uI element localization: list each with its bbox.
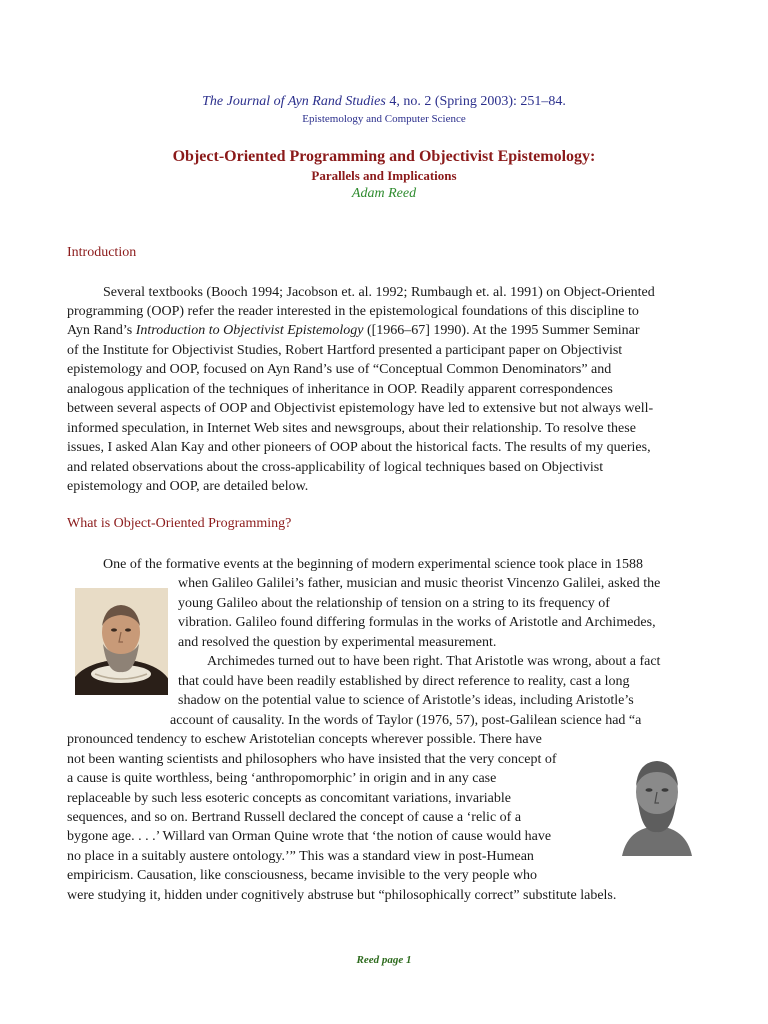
article-author: Adam Reed (351, 186, 417, 201)
paragraph-line: bygone age. . . .’ Willard van Orman Quine wrote that ‘the notion of cause would have (67, 829, 552, 844)
page-footer: Reed page 1 (356, 954, 412, 966)
paragraph-line: that could have been readily established by direct reference to reality, cast a long (178, 674, 630, 689)
text-run: Ayn Rand’s (67, 323, 136, 338)
paragraph-line: no place in a suitably austere ontology.’” This was a standard view in post-Humean (67, 849, 534, 864)
paragraph-line: Archimedes turned out to have been right. That Aristotle was wrong, about a fact (207, 654, 661, 669)
section-heading-oop: What is Object-Oriented Programming? (67, 516, 292, 531)
book-title: Introduction to Objectivist Epistemology (135, 323, 364, 338)
paragraph-line: of the Institute for Objectivist Studies, Robert Hartford presented a participant paper on Objectivist (67, 343, 623, 358)
article-title: Object-Oriented Programming and Objectivist Epistemology: (172, 148, 596, 165)
paragraph-line (67, 321, 640, 341)
paragraph-line: One of the formative events at the beginning of modern experimental science took place in 1588 (103, 557, 643, 572)
journal-reference: 4, no. 2 (Spring 2003): 251–84. (385, 94, 566, 109)
journal-title: The Journal of Ayn Rand Studies (202, 94, 386, 109)
paragraph-line: programming (OOP) refer the reader interested in the epistemological foundations of this discipline to (67, 304, 639, 319)
paragraph-line: a cause is quite worthless, being ‘anthropomorphic’ in origin and in any case (67, 771, 497, 786)
paragraph-line: epistemology and OOP, focused on Ayn Rand’s use of “Conceptual Common Denominators” and (67, 362, 612, 377)
article-subtitle: Parallels and Implications (311, 168, 457, 183)
paragraph-line: when Galileo Galilei’s father, musician and music theorist Vincenzo Galilei, asked the (178, 576, 661, 591)
journal-citation (0, 94, 768, 110)
paragraph-line: were studying it, hidden under cognitively abstruse but “philosophically correct” substitute labels. (67, 888, 617, 903)
paragraph-line: and resolved the question by experimental measurement. (178, 635, 497, 650)
paragraph-line: Several textbooks (Booch 1994; Jacobson et. al. 1992; Rumbaugh et. al. 1991) on Object-Oriented (103, 285, 655, 300)
paragraph-line: informed speculation, in Internet Web sites and newsgroups, about their relationship. To resolve these (67, 421, 636, 436)
paragraph-line: epistemology and OOP, are detailed below. (67, 479, 309, 494)
paragraph-line: replaceable by such less esoteric concepts as concomitant variations, invariable (67, 791, 511, 806)
galileo-portrait (75, 588, 168, 695)
paragraph-line: between several aspects of OOP and Objectivist epistemology have led to extensive but not always well- (67, 401, 654, 416)
paragraph-line: and related observations about the cross-applicability of logical techniques based on Objectivist (67, 460, 604, 475)
paragraph-line: account of causality. In the words of Taylor (1976, 57), post-Galilean science had “a (170, 713, 642, 728)
paragraph-line: young Galileo about the relationship of tension on a string to its frequency of (178, 596, 610, 611)
paragraph-line: issues, I asked Alan Kay and other pioneers of OOP about the historical facts. The results of my queries, (67, 440, 651, 455)
paragraph-line: analogous application of the techniques of inheritance in OOP. Readily apparent correspondences (67, 382, 613, 397)
paragraph-line: vibration. Galileo found differing formulas in the works of Aristotle and Archimedes, (178, 615, 656, 630)
paragraph-line: sequences, and so on. Bertrand Russell declared the concept of cause a ‘relic of a (67, 810, 522, 825)
paragraph-line: not been wanting scientists and philosophers who have insisted that the very concept of (67, 752, 557, 767)
paragraph-line: empiricism. Causation, like consciousness, became invisible to the very people who (67, 868, 538, 883)
text-run: ([1966–67] 1990). At the 1995 Summer Seminar (363, 323, 640, 338)
paragraph-line: shadow on the potential value to science of Aristotle’s ideas, including Aristotle’s (178, 693, 634, 708)
subject-category: Epistemology and Computer Science (302, 113, 466, 125)
aristotle-bust (614, 748, 700, 856)
section-heading-introduction: Introduction (67, 245, 137, 260)
paragraph-line: pronounced tendency to eschew Aristotelian concepts wherever possible. There have (67, 732, 542, 747)
